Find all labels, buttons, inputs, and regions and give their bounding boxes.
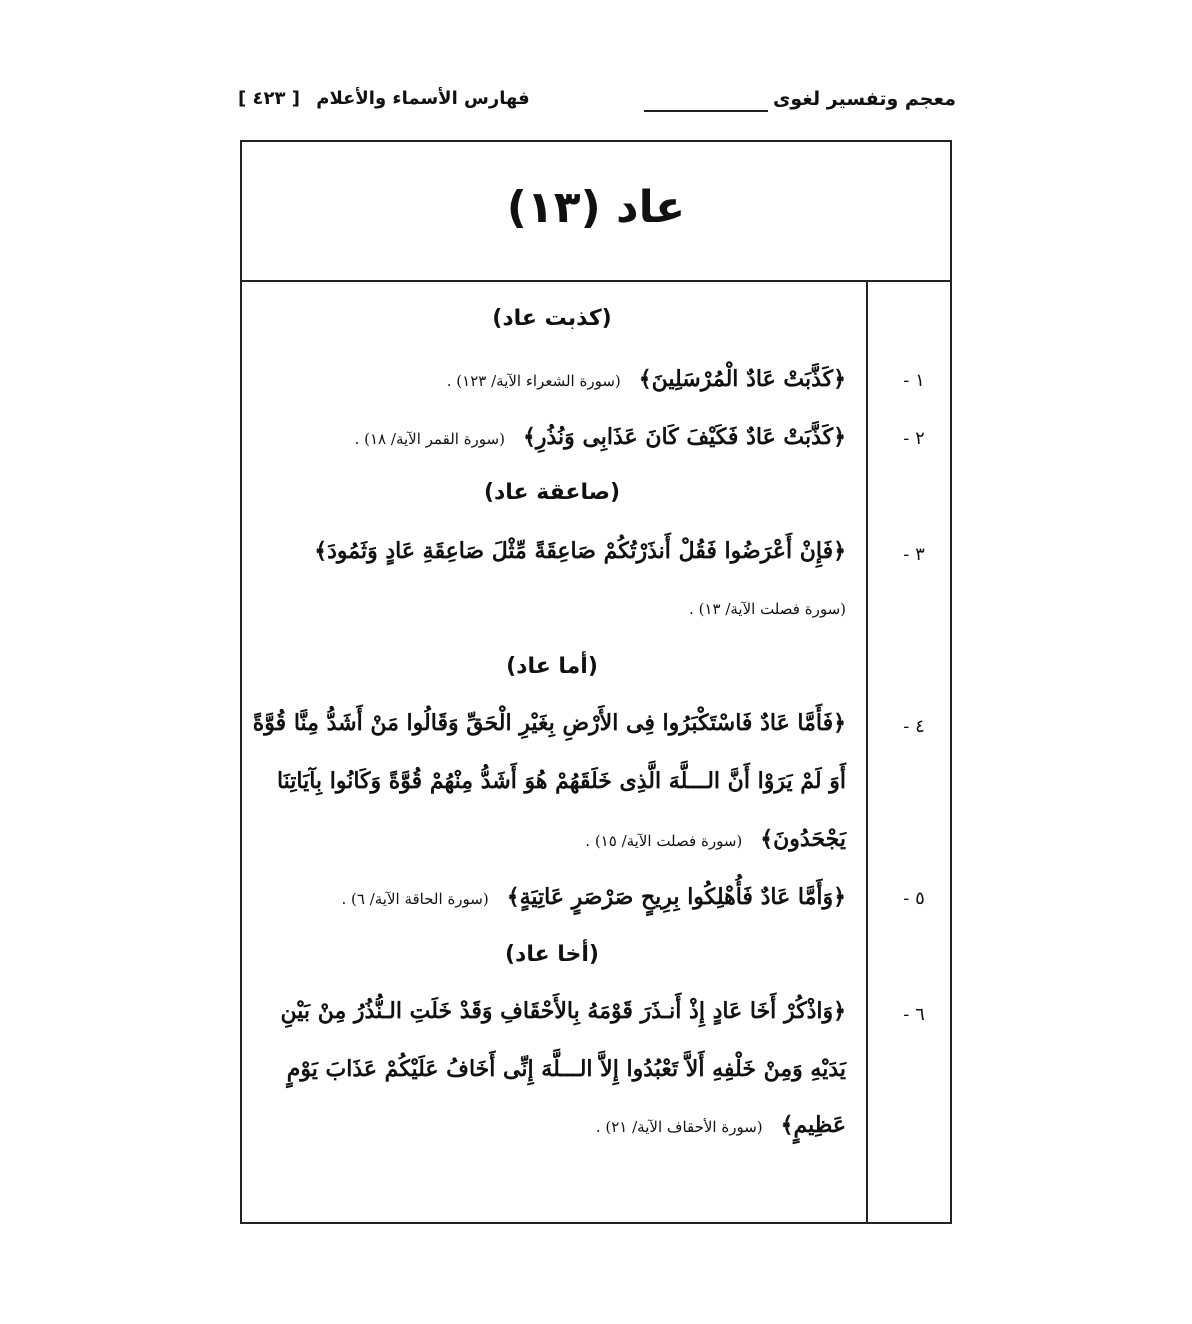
verse-reference: (سورة فصلت الآية/ ١٥) .: [585, 832, 743, 850]
item-number: ٥ -: [903, 888, 925, 909]
verse-line: ﴿وَأَمَّا عَادٌ فَأُهْلِكُوا بِرِيحٍ صَرْصَرٍ عَاتِيَةٍ﴾: [506, 884, 846, 910]
verse-reference: (سورة القمر الآية/ ١٨) .: [354, 430, 505, 448]
verse-line: يَدَيْهِ وَمِنْ خَلْفِهِ أَلاَّ تَعْبُدُوا إِلاَّ الـــلَّهَ إِنِّى أَخَافُ عَلَيْكُمْ عَذَابَ يَوْمٍ: [286, 1056, 846, 1082]
section-heading: (أخا عاد): [504, 942, 599, 967]
entry-frame: [240, 140, 952, 1224]
verse-reference: (سورة الشعراء الآية/ ١٢٣) .: [446, 372, 621, 390]
section-heading: (صاعقة عاد): [483, 480, 621, 505]
book-title: معجم وتفسير لغوى: [772, 88, 956, 110]
section-heading: (أما عاد): [506, 654, 598, 679]
verse-line: ﴿كَذَّبَتْ عَادٌ فَكَيْفَ كَانَ عَذَابِى وَنُذُرِ﴾: [522, 424, 846, 450]
verse-line: عَظِيمٍ﴾: [780, 1112, 846, 1138]
item-number: ٦ -: [903, 1004, 925, 1025]
verse-line: ﴿وَاذْكُرْ أَخَا عَادٍ إِذْ أَنـذَرَ قَوْمَهُ بِالأَحْقَافِ وَقَدْ خَلَتِ الـنُّذُرُ مِنْ بَيْنِ: [280, 998, 846, 1024]
verse-line: أَوَ لَمْ يَرَوْا أَنَّ الـــلَّهَ الَّذِى خَلَقَهُمْ هُوَ أَشَدُّ مِنْهُمْ قُوَّةً وَكَانُوا بِآيَاتِنَا: [276, 768, 846, 794]
verse: [596, 1112, 846, 1138]
page-header: [238, 88, 956, 124]
verse: [447, 366, 846, 392]
verse-reference: (سورة فصلت الآية/ ١٣) .: [689, 600, 846, 618]
entry-content: [242, 282, 950, 1224]
page-number: [ ٤٢٣ ]: [238, 88, 300, 109]
verse-reference: (سورة الأحقاف الآية/ ٢١) .: [595, 1118, 763, 1136]
item-number: ٤ -: [903, 716, 925, 737]
verse-reference: (سورة الحاقة الآية/ ٦) .: [341, 890, 489, 908]
verse: [355, 424, 846, 450]
section-heading: (كذبت عاد): [492, 306, 612, 331]
section-title: فهارس الأسماء والأعلام: [316, 88, 530, 109]
entry-title: عاد (١٣): [506, 182, 686, 233]
verse-line: يَجْحَدُونَ﴾: [760, 826, 846, 852]
header-left: [238, 88, 530, 109]
verse: [314, 538, 846, 564]
item-number: ٢ -: [903, 428, 925, 449]
header-rule: [644, 110, 768, 112]
item-number: ١ -: [903, 370, 925, 391]
verse-line: ﴿فَإِنْ أَعْرَضُوا فَقُلْ أَنذَرْتُكُمْ صَاعِقَةً مِّثْلَ صَاعِقَةِ عَادٍ وَثَمُودَ﴾: [314, 538, 846, 564]
verse-line: ﴿كَذَّبَتْ عَادٌ الْمُرْسَلِينَ﴾: [638, 366, 846, 392]
item-number: ٣ -: [903, 544, 925, 565]
verse: [341, 884, 846, 910]
verse-line: ﴿فَأَمَّا عَادٌ فَاسْتَكْبَرُوا فِى الأَرْضِ بِغَيْرِ الْحَقِّ وَقَالُوا مَنْ أَشَدُّ مِنَّا قُوَّةً: [252, 710, 846, 736]
title-box: [242, 142, 950, 282]
verse: [585, 826, 846, 852]
